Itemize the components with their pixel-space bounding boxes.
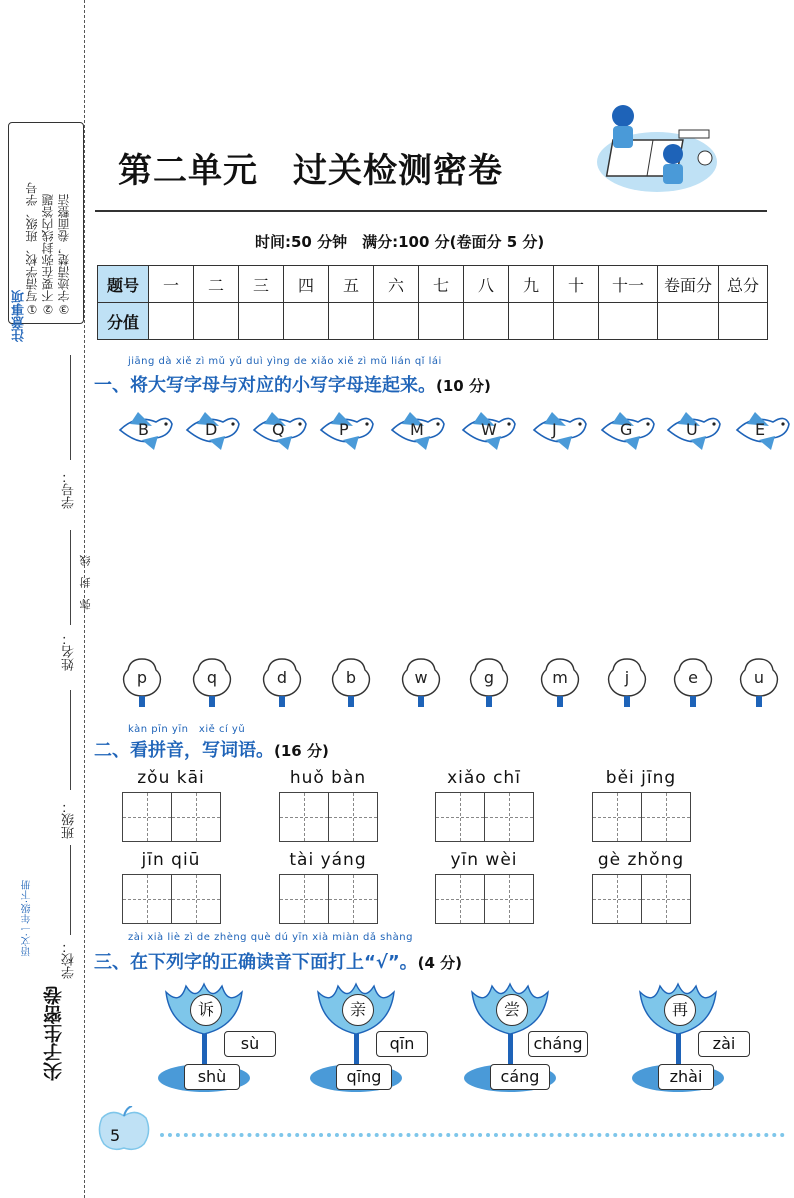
bird-letter-card[interactable] (598, 402, 656, 452)
word-pinyin: yīn wèi (450, 850, 518, 870)
pinyin-option[interactable]: shù (184, 1064, 240, 1090)
note-3: ③字迹清楚，卷面整洁 (57, 194, 71, 316)
word-grid (435, 850, 533, 924)
tree-letter-card[interactable] (190, 656, 234, 708)
table-row (98, 303, 768, 340)
col-header: 总分 (719, 266, 768, 303)
pinyin-option[interactable]: zài (698, 1031, 750, 1057)
page-number: 5 (110, 1126, 121, 1145)
tree-letter: j (624, 668, 630, 687)
word-grid (435, 768, 533, 842)
writing-cell[interactable] (641, 874, 691, 924)
tree-letter-card[interactable] (671, 656, 715, 708)
section2-pinyin: kàn pīn yīn xiě cí yǔ (128, 724, 246, 735)
score-cell[interactable] (284, 303, 329, 340)
class-field[interactable] (70, 690, 71, 790)
writing-cell[interactable] (122, 792, 172, 842)
bird-letter: E (755, 420, 766, 439)
bird-letter: W (481, 420, 497, 439)
footer-dotted-line (160, 1133, 785, 1137)
word-pinyin: zǒu kāi (137, 768, 205, 788)
pinyin-option[interactable]: qīng (336, 1064, 392, 1090)
score-table (97, 265, 768, 340)
score-cell[interactable] (464, 303, 509, 340)
pinyin-option[interactable]: qīn (376, 1031, 428, 1057)
lotus-item (462, 982, 602, 1094)
subject-label: 语文·一年级·下册 (22, 880, 33, 957)
bird-letter-card[interactable] (317, 402, 375, 452)
word-grid (592, 850, 690, 924)
col-header: 四 (284, 266, 329, 303)
name-field[interactable] (70, 530, 71, 625)
score-cell[interactable] (719, 303, 768, 340)
row-label-score: 分值 (98, 303, 149, 340)
score-cell[interactable] (554, 303, 599, 340)
word-pinyin: tài yáng (289, 850, 367, 870)
writing-cell[interactable] (279, 792, 329, 842)
section1-heading: 一、将大写字母与对应的小写字母连起来。(10 分) (94, 375, 491, 396)
bird-letter: D (205, 420, 218, 439)
word-grid (122, 768, 220, 842)
lotus-item (630, 982, 770, 1094)
score-cell[interactable] (149, 303, 194, 340)
notes-text (24, 126, 72, 316)
student-reading-illustration (595, 100, 720, 196)
tree-letter-card[interactable] (329, 656, 373, 708)
col-header: 十一 (599, 266, 658, 303)
writing-cell[interactable] (122, 874, 172, 924)
target-character: 亲 (342, 994, 374, 1026)
score-cell[interactable] (374, 303, 419, 340)
tree-letter: u (753, 668, 765, 687)
writing-cell[interactable] (484, 792, 534, 842)
tree-letter: p (136, 668, 148, 687)
col-header: 卷面分 (658, 266, 719, 303)
writing-cell[interactable] (435, 874, 485, 924)
col-header: 二 (194, 266, 239, 303)
page-title: 第二单元 过关检测密卷 (118, 151, 503, 191)
bird-letter: J (552, 420, 557, 439)
word-grid (279, 768, 377, 842)
lotus-item (156, 982, 296, 1094)
col-header: 五 (329, 266, 374, 303)
tree-letter-card[interactable] (605, 656, 649, 708)
tree-letter: g (483, 668, 495, 687)
writing-cell[interactable] (279, 874, 329, 924)
tree-letter: q (206, 668, 218, 687)
notes-title: 注意事项 (12, 290, 27, 342)
section1-pinyin: jiāng dà xiě zì mǔ yǔ duì yìng de xiǎo xiě zì mǔ lián qǐ lái (128, 356, 442, 367)
tree-letter: w (414, 668, 428, 687)
score-cell[interactable] (419, 303, 464, 340)
bird-letter: P (339, 420, 349, 439)
writing-cell[interactable] (641, 792, 691, 842)
apple-page-badge-icon (96, 1106, 152, 1154)
bird-letter-card[interactable] (530, 402, 588, 452)
writing-cell[interactable] (592, 792, 642, 842)
bird-letter-card[interactable] (459, 402, 517, 452)
bird-letter-card[interactable] (664, 402, 722, 452)
school-label: 学校： (62, 940, 77, 979)
pinyin-option[interactable]: zhài (658, 1064, 714, 1090)
col-header: 七 (419, 266, 464, 303)
word-pinyin: huǒ bàn (289, 768, 367, 788)
section3-heading: 三、在下列字的正确读音下面打上“√”。(4 分) (94, 952, 463, 973)
writing-cell[interactable] (435, 792, 485, 842)
writing-cell[interactable] (592, 874, 642, 924)
name-label: 姓名： (62, 632, 77, 671)
bird-letter-card[interactable] (388, 402, 446, 452)
bird-letter-card[interactable] (733, 402, 791, 452)
title-rule (95, 210, 767, 212)
pinyin-option[interactable]: cáng (490, 1064, 550, 1090)
writing-cell[interactable] (171, 874, 221, 924)
bird-letter: G (620, 420, 633, 439)
tree-letter-card[interactable] (538, 656, 582, 708)
tree-letter-card[interactable] (737, 656, 781, 708)
word-pinyin: gè zhǒng (597, 850, 685, 870)
tree-letter: e (688, 668, 698, 687)
lotus-item (308, 982, 448, 1094)
row-label-number: 题号 (98, 266, 149, 303)
brand-label: 尖子生密卷 (43, 986, 65, 1081)
col-header: 六 (374, 266, 419, 303)
student-no-label: 学号： (62, 470, 77, 509)
pinyin-option[interactable]: cháng (528, 1031, 588, 1057)
score-cell[interactable] (329, 303, 374, 340)
note-1: ①写清学校、班级、学号 (25, 182, 39, 316)
tree-letter: m (552, 668, 568, 687)
school-field[interactable] (70, 845, 71, 935)
tree-letter: d (276, 668, 288, 687)
note-2: ②不要在弥封线内答题 (41, 194, 55, 316)
word-pinyin: xiǎo chī (447, 768, 521, 788)
score-cell[interactable] (239, 303, 284, 340)
seal-line-label: 弥 封 线 (79, 555, 92, 610)
word-pinyin: běi jīng (605, 768, 677, 788)
bird-letter: B (138, 420, 149, 439)
tree-letter: b (345, 668, 357, 687)
bird-letter: M (410, 420, 424, 439)
bird-letter: U (686, 420, 698, 439)
score-cell[interactable] (599, 303, 658, 340)
writing-cell[interactable] (484, 874, 534, 924)
section2-heading: 二、看拼音，写词语。(16 分) (94, 740, 329, 761)
writing-cell[interactable] (171, 792, 221, 842)
tree-letter-card[interactable] (399, 656, 443, 708)
writing-cell[interactable] (328, 792, 378, 842)
col-header: 十 (554, 266, 599, 303)
pinyin-option[interactable]: sù (224, 1031, 276, 1057)
student-no-field[interactable] (70, 355, 71, 460)
col-header: 八 (464, 266, 509, 303)
col-header: 九 (509, 266, 554, 303)
target-character: 尝 (496, 994, 528, 1026)
bird-letter-card[interactable] (183, 402, 241, 452)
time-score-info: 时间:50 分钟 满分:100 分(卷面分 5 分) (255, 233, 545, 251)
col-header: 一 (149, 266, 194, 303)
bird-letter: Q (272, 420, 285, 439)
score-cell[interactable] (194, 303, 239, 340)
tree-letter-card[interactable] (120, 656, 164, 708)
tree-letter-card[interactable] (467, 656, 511, 708)
word-grid (279, 850, 377, 924)
score-cell[interactable] (509, 303, 554, 340)
word-grid (122, 850, 220, 924)
bird-letter-card[interactable] (116, 402, 174, 452)
bird-letter-card[interactable] (250, 402, 308, 452)
target-character: 诉 (190, 994, 222, 1026)
section3-pinyin: zài xià liè zì de zhèng què dú yīn xià miàn dǎ shàng (128, 932, 413, 943)
writing-cell[interactable] (328, 874, 378, 924)
col-header: 三 (239, 266, 284, 303)
word-grid (592, 768, 690, 842)
target-character: 再 (664, 994, 696, 1026)
word-pinyin: jīn qiū (141, 850, 201, 870)
score-cell[interactable] (658, 303, 719, 340)
tree-letter-card[interactable] (260, 656, 304, 708)
class-label: 班级： (62, 800, 77, 839)
table-row (98, 266, 768, 303)
